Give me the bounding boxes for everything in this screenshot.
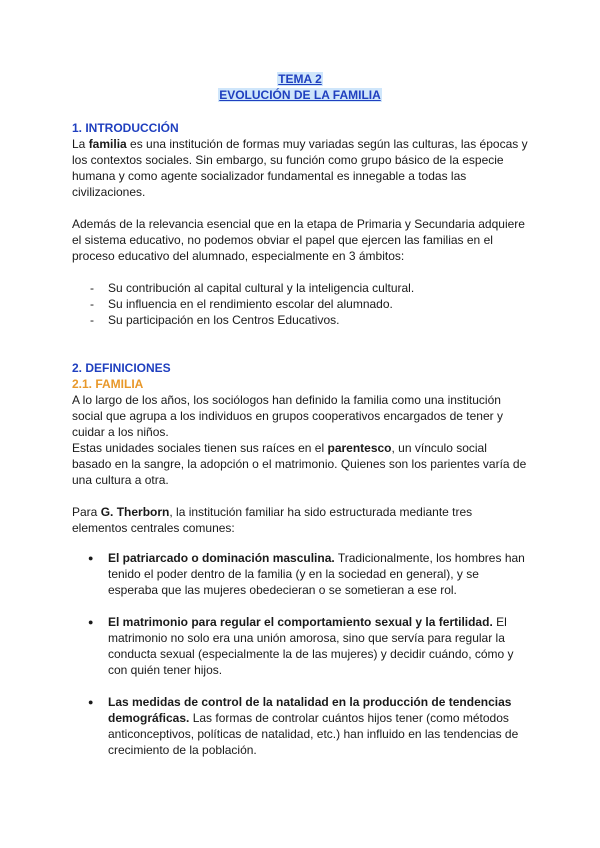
bullet-dot-icon: ● <box>88 617 94 627</box>
bullet-item-matrimonio: ● El matrimonio para regular el comportamiento sexual y la fertilidad. El matrimonio no solo era una unión amorosa, sino que servía para regular la conducta sexual (especialmente la de las mujeres) y decidir cuándo, cómo y con quién tener hijos. <box>88 615 514 678</box>
bold-term-parentesco: parentesco <box>327 441 392 455</box>
paragraph-intro-1: La familia es una institución de formas muy variadas según las culturas, las épocas y los contextos sociales. Sin embargo, su función como grupo básico de la especie humana y como agente socializador fundamental es innegable a todas las civilizaciones. <box>72 137 528 200</box>
paragraph-intro-2: Además de la relevancia esencial que en la etapa de Primaria y Secundaria adquiere el sistema educativo, no podemos obviar el papel que ejercen las familias en el proceso educativo del alumnado, especialmente en 3 ámbitos: <box>72 217 525 264</box>
ambitos-list <box>90 280 520 329</box>
bullet-item-natalidad: ● Las medidas de control de la natalidad en la producción de tendencias demográficas. Las formas de controlar cuántos hijos tener (como métodos anticonceptivos, políticas de natalidad, etc.) han influido en las tendencias de crecimiento de la población. <box>88 695 519 758</box>
bullet-dot-icon: ● <box>88 697 94 707</box>
document-title <box>72 71 528 103</box>
bullet-dot-icon: ● <box>88 553 94 563</box>
title-line-1: TEMA 2 <box>278 72 322 86</box>
section-heading-definiciones: 2. DEFINICIONES <box>72 361 171 375</box>
paragraph-def-3: Para G. Therborn, la institución familiar ha sido estructurada mediante tres elementos centrales comunes: <box>72 505 473 536</box>
paragraph-def-2: Estas unidades sociales tienen sus raíces en el parentesco, un vínculo social basado en la sangre, la adopción o el matrimonio. Quienes son los parientes varía de una cultura a otra. <box>72 441 527 488</box>
bullet-item-patriarcado: ● El patriarcado o dominación masculina. Tradicionalmente, los hombres han tenido el poder dentro de la familia (y en la sociedad en general), y se esperaba que las mujeres obedecieran o se sometieran a ese rol. <box>88 551 525 598</box>
bold-term-familia: familia <box>88 137 127 151</box>
subsection-heading-familia: 2.1. FAMILIA <box>72 377 144 391</box>
list-item: - Su influencia en el rendimiento escolar del alumnado. <box>90 297 393 312</box>
title-line-2: EVOLUCIÓN DE LA FAMILIA <box>219 88 381 102</box>
list-item: - Su contribución al capital cultural y la inteligencia cultural. <box>90 281 415 295</box>
bold-term-therborn: G. Therborn <box>100 505 170 519</box>
section-heading-introduccion: 1. INTRODUCCIÓN <box>72 121 179 135</box>
list-item: - Su participación en los Centros Educativos. <box>90 313 340 328</box>
paragraph-def-1: A lo largo de los años, los sociólogos han definido la familia como una institución social que agrupa a los individuos en grupos cooperativos encargados de tener y cuidar a los niños. <box>72 393 503 440</box>
